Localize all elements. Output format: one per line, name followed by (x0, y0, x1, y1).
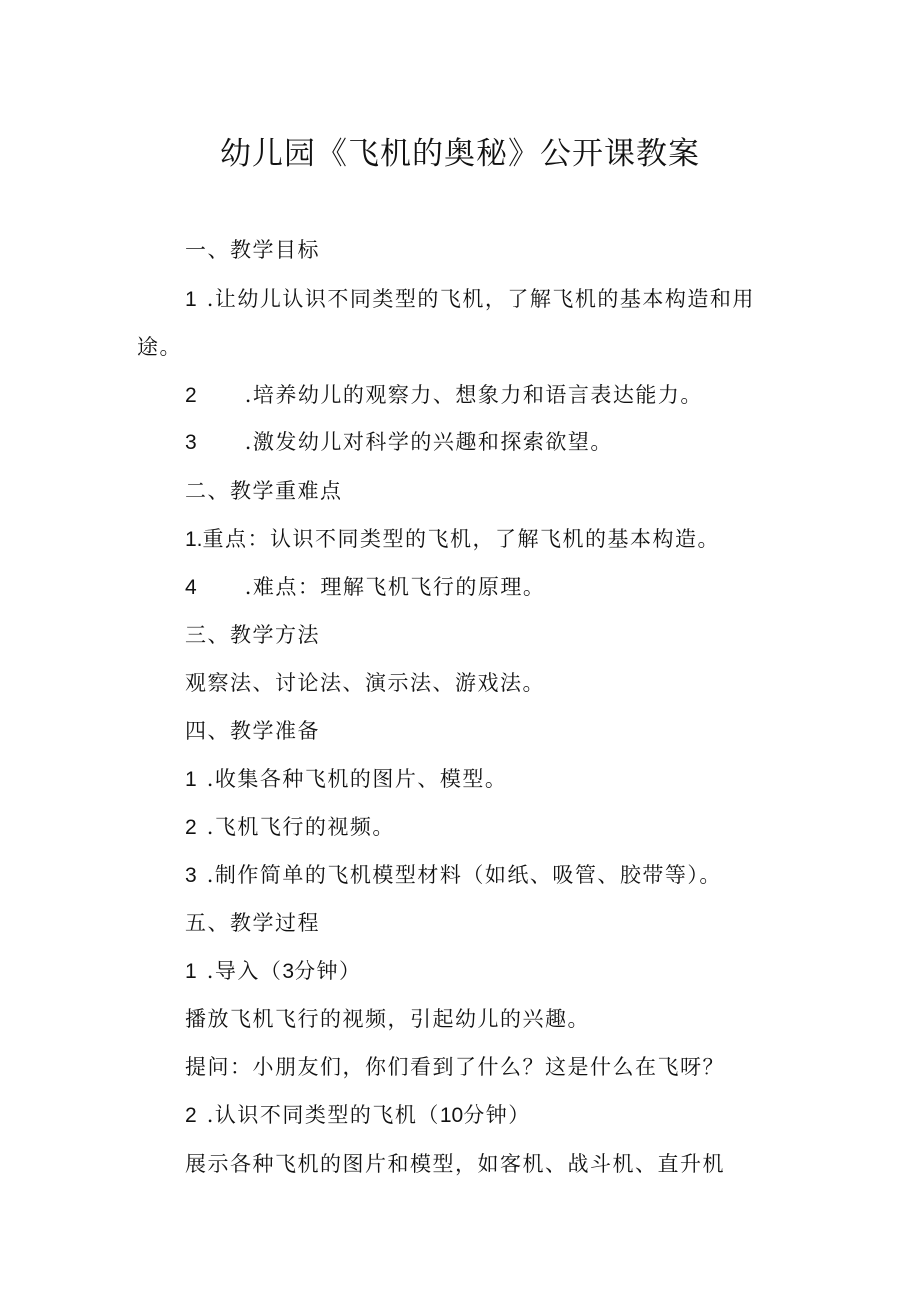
heading-text: 四、教学准备 (185, 719, 320, 743)
paragraph (185, 1004, 590, 1034)
item-text: .让幼儿认识不同类型的飞机，了解飞机的基本构造和用 (206, 287, 755, 311)
step-number: 1 (185, 960, 197, 983)
step-text-suffix: 分钟） (294, 959, 362, 983)
list-item-continuation (137, 332, 182, 362)
section-heading-key-points (185, 476, 343, 506)
list-item (185, 812, 395, 843)
list-item (185, 380, 703, 411)
paragraph (185, 1052, 725, 1082)
list-item (185, 524, 720, 555)
heading-text: 三、教学方法 (185, 623, 320, 647)
paragraph-text: 播放飞机飞行的视频，引起幼儿的兴趣。 (185, 1007, 590, 1031)
item-text: 途。 (137, 335, 182, 359)
step-heading (185, 1100, 531, 1131)
heading-text: 二、教学重难点 (185, 479, 343, 503)
step-number: 2 (185, 1104, 197, 1127)
step-text: .认识不同类型的飞机（ (206, 1103, 440, 1127)
step-time: 3 (282, 960, 295, 983)
heading-text: 五、教学过程 (185, 911, 320, 935)
item-number: 2 (185, 816, 197, 839)
paragraph-text: 提问：小朋友们，你们看到了什么？这是什么在飞呀？ (185, 1055, 725, 1079)
section-heading-methods (185, 620, 320, 650)
step-text: .导入（ (206, 959, 283, 983)
item-number: 1. (185, 528, 203, 551)
section-heading-preparation (185, 716, 320, 746)
item-number: 4 (185, 576, 197, 599)
item-text: 重点：认识不同类型的飞机，了解飞机的基本构造。 (202, 527, 721, 551)
item-text: .飞机飞行的视频。 (206, 815, 395, 839)
paragraph-text: 观察法、讨论法、演示法、游戏法。 (185, 671, 545, 695)
list-item (185, 427, 613, 458)
paragraph (185, 668, 545, 698)
item-number: 1 (185, 288, 197, 311)
list-item (185, 284, 755, 315)
list-item (185, 572, 545, 603)
heading-text: 一、教学目标 (185, 238, 320, 262)
item-number: 3 (185, 864, 197, 887)
step-time: 10 (439, 1104, 464, 1127)
section-heading-process (185, 908, 320, 938)
item-text: .制作简单的飞机模型材料（如纸、吸管、胶带等）。 (206, 863, 722, 887)
item-number: 1 (185, 768, 197, 791)
step-text-suffix: 分钟） (463, 1103, 531, 1127)
document-title: 幼儿园《飞机的奥秘》公开课教案 (220, 136, 700, 172)
item-text: .激发幼儿对科学的兴趣和探索欲望。 (244, 430, 613, 454)
paragraph-text: 展示各种飞机的图片和模型，如客机、战斗机、直升机 (185, 1152, 725, 1176)
list-item (185, 764, 507, 795)
item-number: 2 (185, 384, 197, 407)
item-number: 3 (185, 431, 197, 454)
paragraph (185, 1149, 725, 1179)
step-heading (185, 956, 362, 987)
item-text: .难点：理解飞机飞行的原理。 (244, 575, 546, 599)
item-text: .收集各种飞机的图片、模型。 (206, 767, 508, 791)
list-item (185, 860, 722, 891)
item-text: .培养幼儿的观察力、想象力和语言表达能力。 (244, 383, 703, 407)
section-heading-objectives (185, 235, 320, 265)
